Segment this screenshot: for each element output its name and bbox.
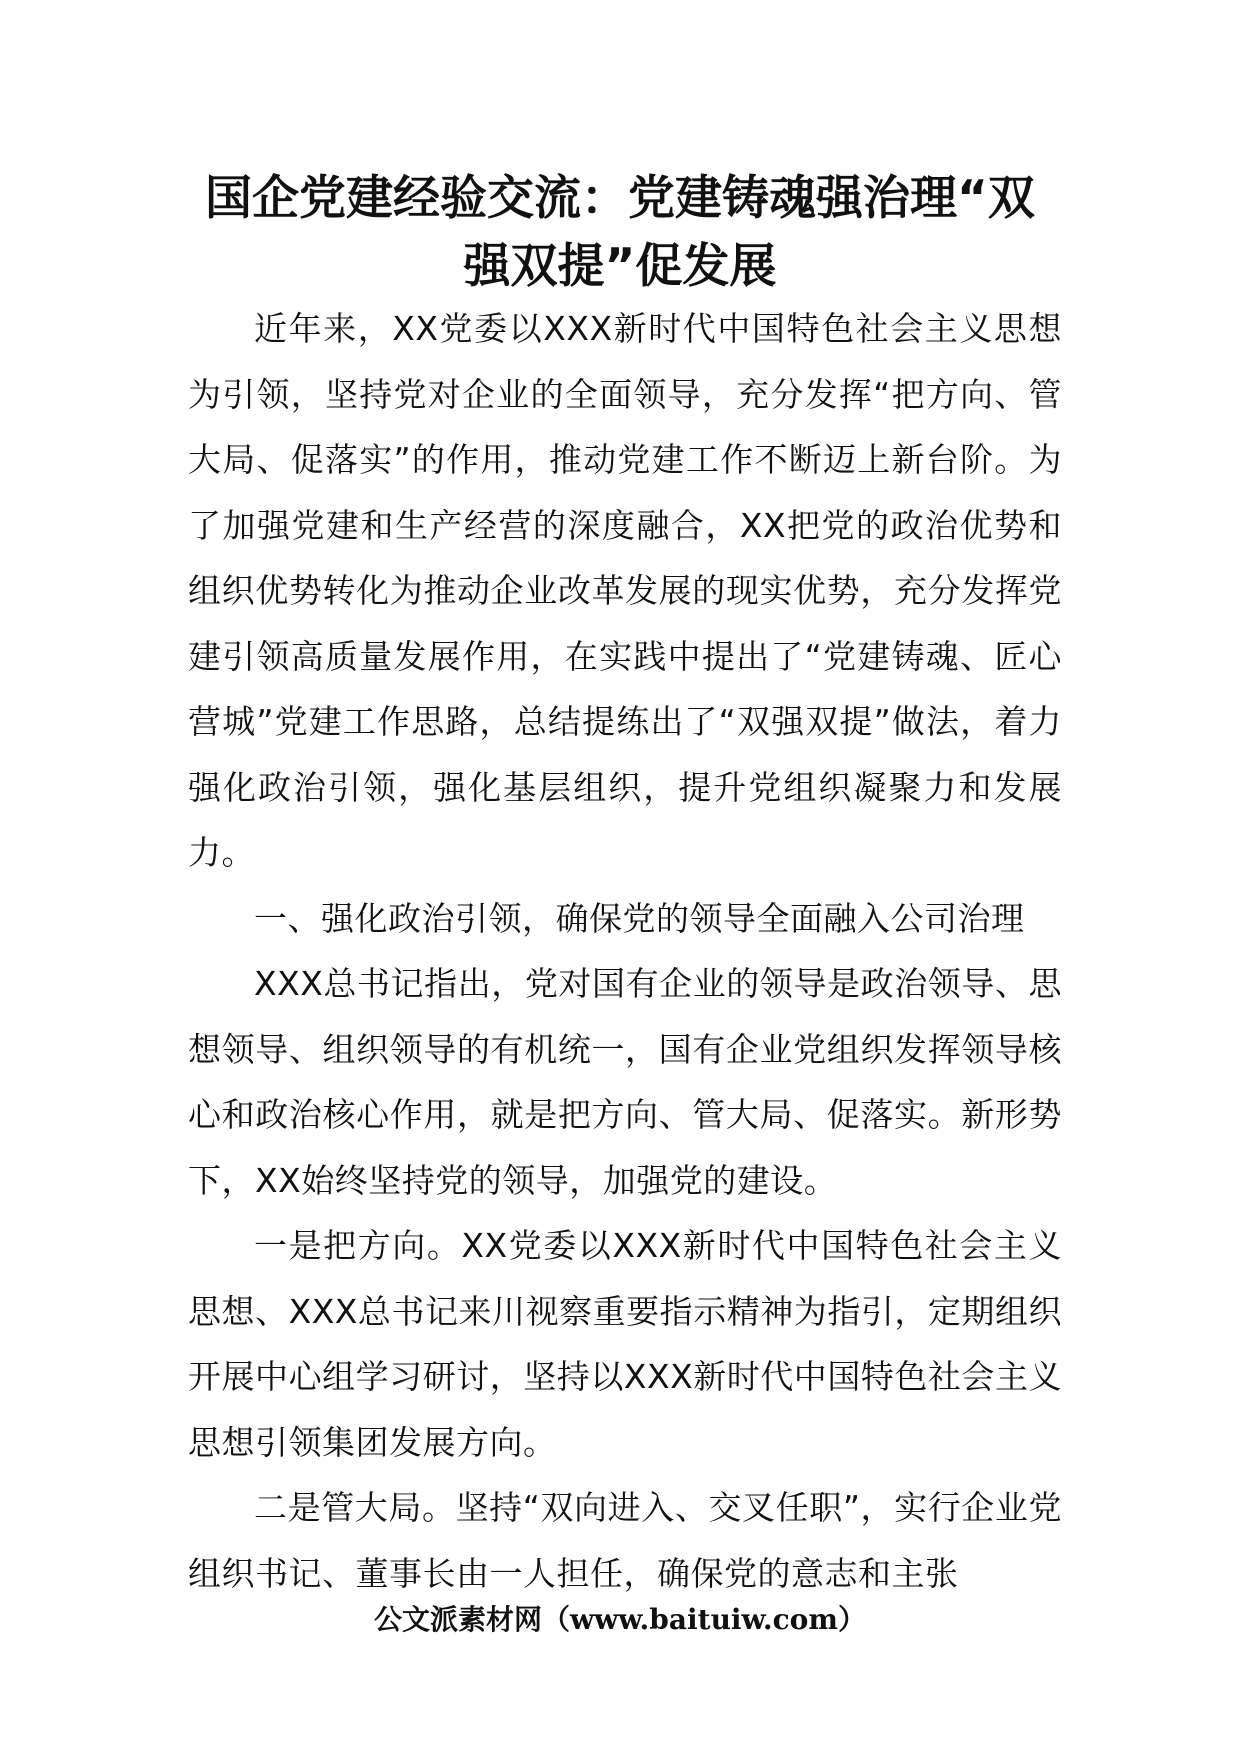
paragraph-point-2: 二是管大局。坚持“双向进入、交叉任职”，实行企业党组织书记、董事长由一人担任，确保党的意志和主张: [188, 1488, 1062, 1593]
paragraph-point-1: 一是把方向。XX党委以XXX新时代中国特色社会主义思想、XXX总书记来川视察重要指示精神为指引，定期组织开展中心组学习研讨，坚持以XXX新时代中国特色社会主义思想引领集团发展方向。: [188, 1226, 1062, 1462]
section-heading-1: 一、强化政治引领，确保党的领导全面融入公司治理: [254, 898, 1025, 938]
paragraph-section-1: XXX总书记指出，党对国有企业的领导是政治领导、思想领导、组织领导的有机统一，国有企业党组织发挥领导核心和政治核心作用，就是把方向、管大局、促落实。新形势下，XX始终坚持党的领导，加强党的建设。: [188, 964, 1062, 1200]
title-line-1: 国企党建经验交流：党建铸魂强治理“双: [205, 171, 1035, 226]
document-body: [188, 296, 1062, 1606]
title-line-2: 强双提”促发展: [463, 239, 777, 294]
source-footer: 公文派素材网（www.baituiw.com）: [374, 1603, 866, 1636]
document-title: [150, 165, 1090, 301]
paragraph-intro: 近年来，XX党委以XXX新时代中国特色社会主义思想为引领，坚持党对企业的全面领导，充分发挥“把方向、管大局、促落实”的作用，推动党建工作不断迈上新台阶。为了加强党建和生产经营的深度融合，XX把党的政治优势和组织优势转化为推动企业改革发展的现实优势，充分发挥党建引领高质量发展作用，在实践中提出了“党建铸魂、匠心营城”党建工作思路，总结提练出了“双强双提”做法，着力强化政治引领，强化基层组织，提升党组织凝聚力和发展力。: [188, 309, 1062, 872]
